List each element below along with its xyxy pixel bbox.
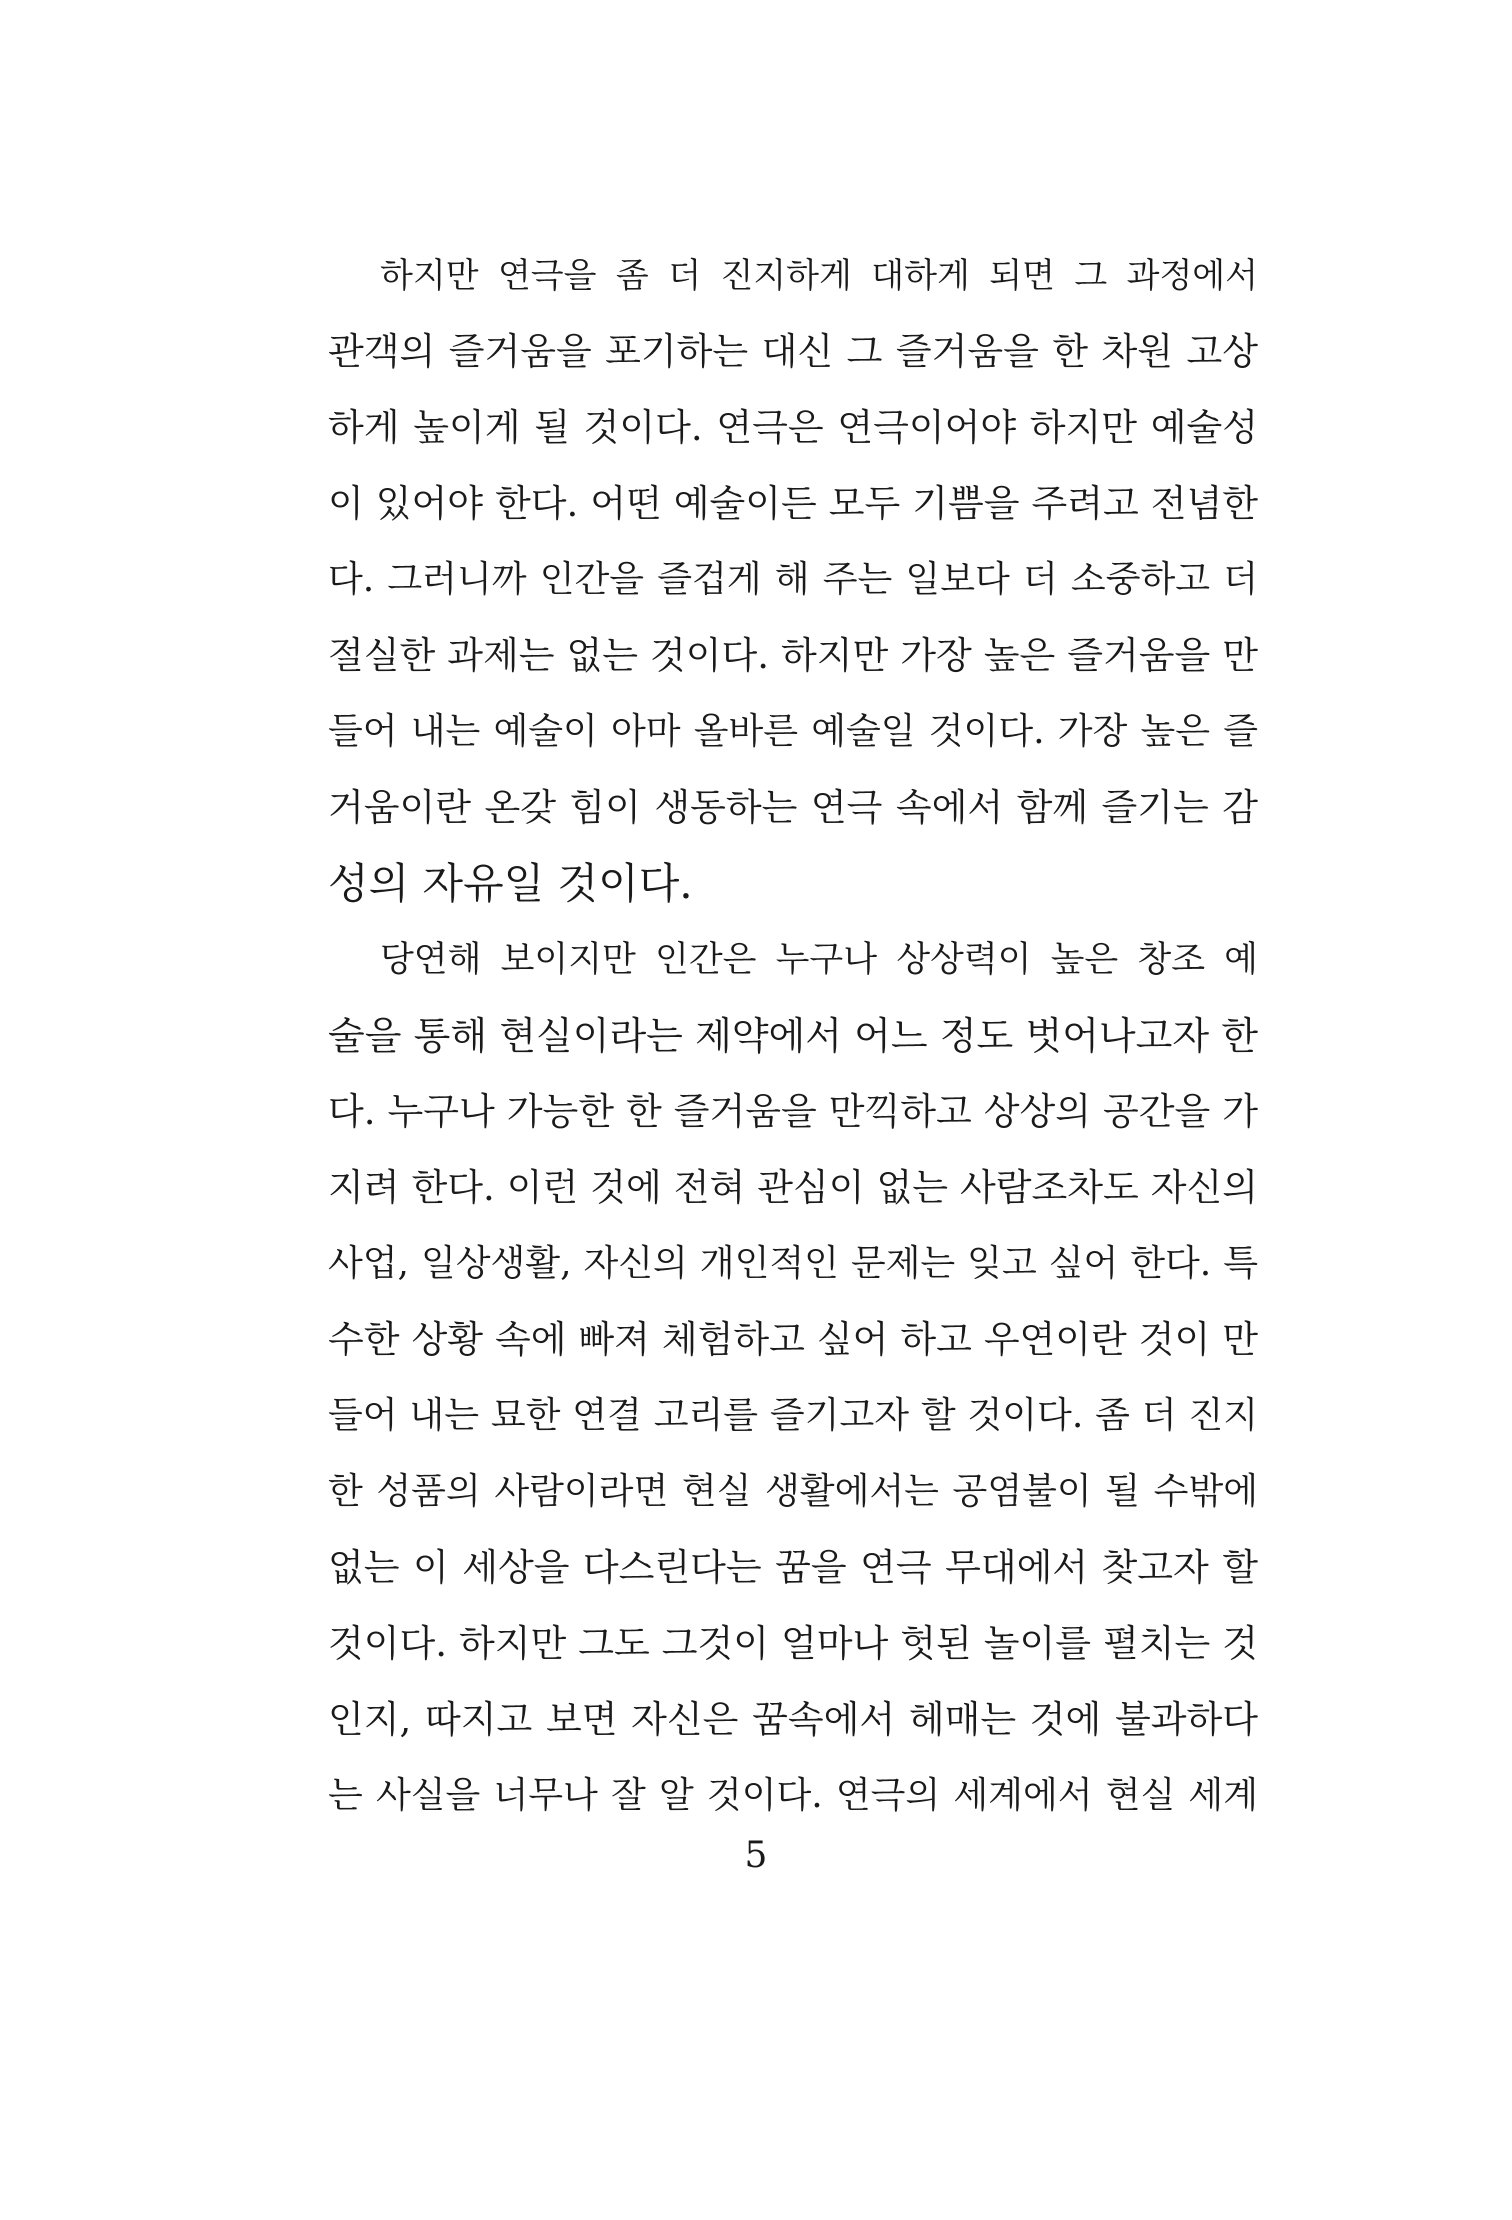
text-line: 다. 누구나 가능한 한 즐거움을 만끽하고 상상의 공간을 가: [328, 1090, 1258, 1133]
text-line: 는 사실을 너무나 잘 알 것이다. 연극의 세계에서 현실 세계: [328, 1775, 1258, 1816]
text-line: 관객의 즐거움을 포기하는 대신 그 즐거움을 한 차원 고상: [328, 330, 1258, 373]
text-line: 것이다. 하지만 그도 그것이 얼마나 헛된 놀이를 펼치는 것: [328, 1622, 1258, 1665]
text-line: 지려 한다. 이런 것에 전혀 관심이 없는 사람조차도 자신의: [328, 1166, 1258, 1209]
paragraph-1: [328, 238, 1258, 922]
text-line: 들어 내는 예술이 아마 올바른 예술일 것이다. 가장 높은 즐: [328, 711, 1258, 752]
text-line: 없는 이 세상을 다스린다는 꿈을 연극 무대에서 찾고자 할: [328, 1546, 1258, 1589]
text-line: 다. 그러니까 인간을 즐겁게 해 주는 일보다 더 소중하고 더: [328, 559, 1258, 600]
text-line: 수한 상황 속에 빠져 체험하고 싶어 하고 우연이란 것이 만: [328, 1318, 1258, 1361]
text-line: 들어 내는 묘한 연결 고리를 즐기고자 할 것이다. 좀 더 진지: [328, 1395, 1258, 1436]
text-line: 거움이란 온갖 힘이 생동하는 연극 속에서 함께 즐기는 감: [328, 786, 1258, 829]
text-line: 사업, 일상생활, 자신의 개인적인 문제는 잊고 싶어 한다. 특: [328, 1243, 1258, 1284]
text-line: 성의 자유일 것이다.: [328, 859, 693, 908]
text-line: 절실한 과제는 없는 것이다. 하지만 가장 높은 즐거움을 만: [328, 634, 1258, 677]
page-number: 5: [744, 1835, 768, 1876]
text-line: 하지만 연극을 좀 더 진지하게 대하게 되면 그 과정에서: [380, 256, 1258, 296]
text-line: 한 성품의 사람이라면 현실 생활에서는 공염불이 될 수밖에: [328, 1471, 1258, 1512]
body-text: [328, 238, 1258, 1834]
text-line: 인지, 따지고 보면 자신은 꿈속에서 헤매는 것에 불과하다: [328, 1698, 1258, 1741]
paragraph-2: [328, 922, 1258, 1834]
text-line: 이 있어야 한다. 어떤 예술이든 모두 기쁨을 주려고 전념한: [328, 482, 1258, 525]
text-line: 하게 높이게 될 것이다. 연극은 연극이어야 하지만 예술성: [328, 406, 1258, 449]
text-line: 당연해 보이지만 인간은 누구나 상상력이 높은 창조 예: [380, 940, 1258, 980]
text-line: 술을 통해 현실이라는 제약에서 어느 정도 벗어나고자 한: [328, 1014, 1258, 1058]
